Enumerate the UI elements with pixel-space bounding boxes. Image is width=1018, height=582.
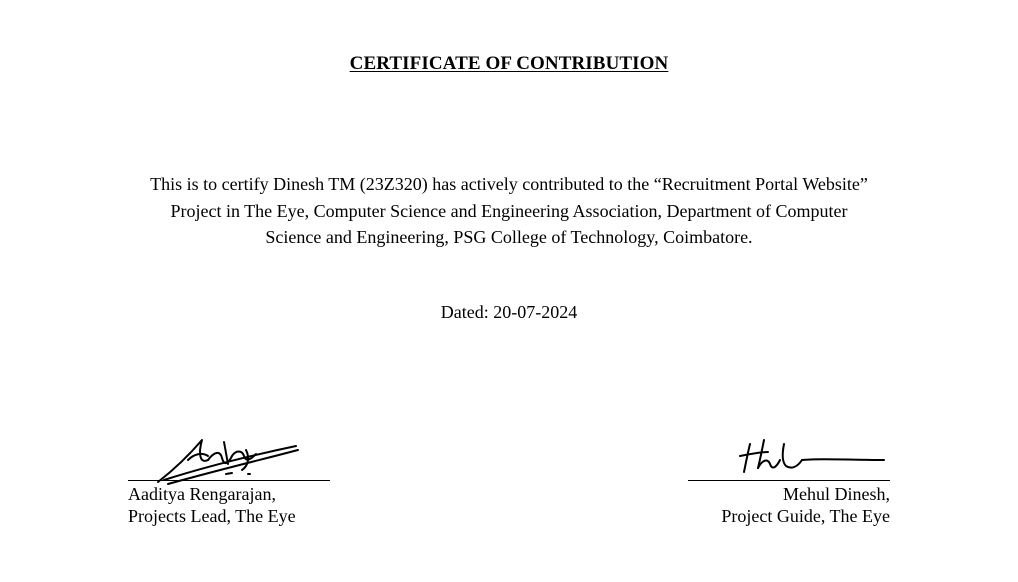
handwritten-signature-icon: [128, 430, 330, 492]
signatory-role: Projects Lead, The Eye: [128, 506, 296, 526]
body-line: This is to certify Dinesh TM (23Z320) has actively contributed to the “Recruitment Portal Website”: [150, 174, 868, 194]
certificate-date: Dated: 20-07-2024: [440, 302, 578, 322]
signature-line: [128, 480, 330, 481]
signatory-right: [688, 430, 890, 540]
signatory-role: Project Guide, The Eye: [721, 506, 890, 526]
signatory-name: Mehul Dinesh,: [783, 484, 890, 504]
signature-line: [688, 480, 890, 481]
signatory-left: [128, 430, 330, 540]
certificate-body: [100, 171, 918, 251]
body-line: Science and Engineering, PSG College of Technology, Coimbatore.: [265, 227, 753, 247]
signatory-name: Aaditya Rengarajan,: [128, 484, 276, 504]
handwritten-signature-icon: [688, 430, 890, 492]
certificate-title: CERTIFICATE OF CONTRIBUTION: [349, 53, 669, 74]
body-line: Project in The Eye, Computer Science and Engineering Association, Department of Computer: [170, 200, 848, 221]
